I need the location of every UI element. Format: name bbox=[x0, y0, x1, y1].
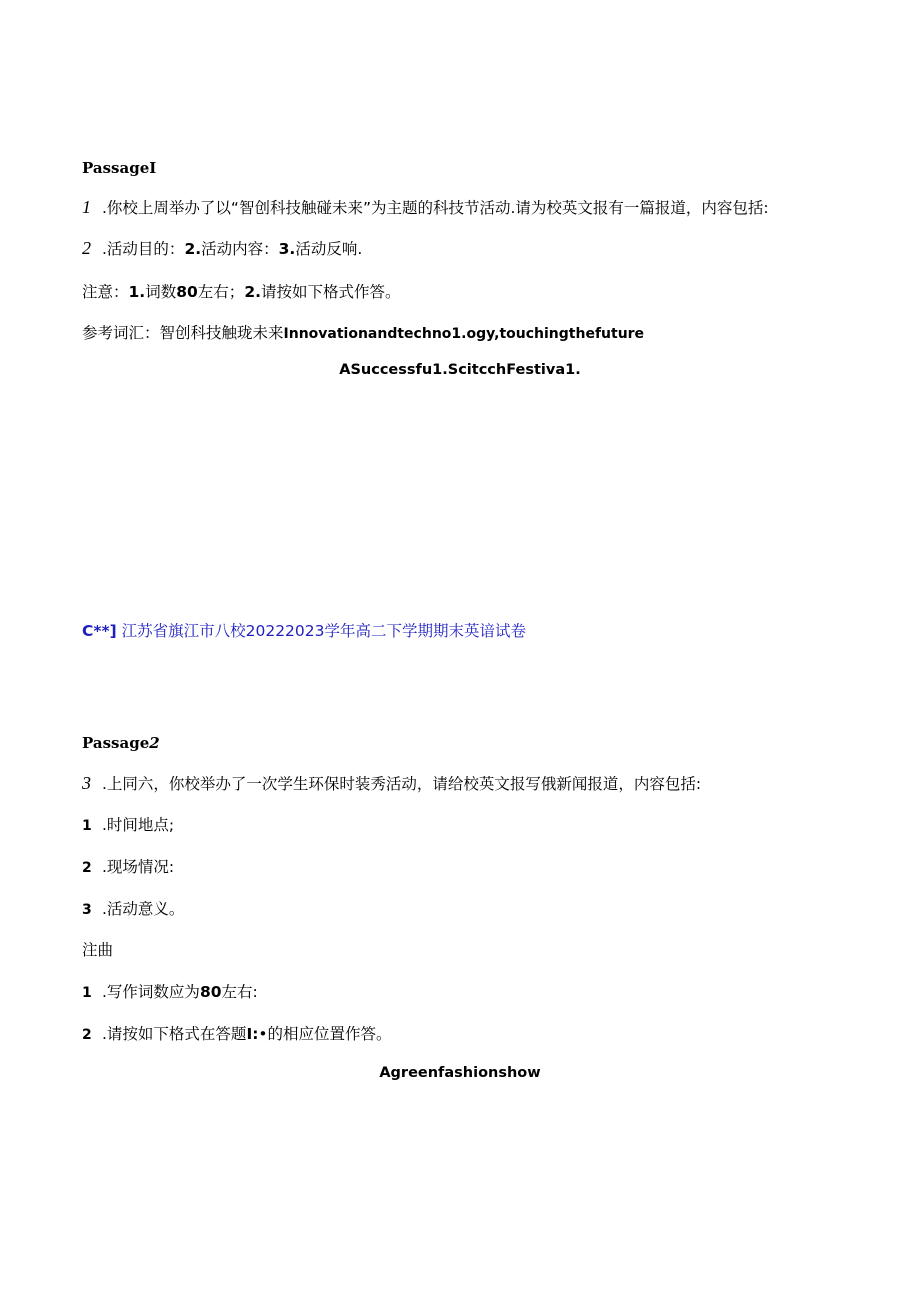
note-number: 1. bbox=[128, 283, 146, 301]
note-text: 词数 bbox=[145, 283, 177, 301]
passage2-heading bbox=[82, 733, 160, 753]
heading-text: Passage bbox=[82, 734, 150, 752]
list-text: •的相应位置作答。 bbox=[258, 1025, 392, 1043]
list-text: .请按如下格式在答题 bbox=[102, 1025, 247, 1043]
passage2-note-label: 注曲 bbox=[82, 941, 114, 959]
item-text: .你校上周举办了以“智创科技触碰未来”为主题的科技节活动.请为校英文报有一篇报道，内容包括: bbox=[102, 199, 769, 217]
vocab-english: Innovationandtechno1.ogy,touchingthefuture bbox=[283, 326, 645, 342]
source-prefix: C**] bbox=[82, 622, 117, 640]
list-text: .现场情况: bbox=[102, 858, 175, 876]
list-number: 1 bbox=[82, 818, 92, 834]
note-text: 左右； bbox=[197, 283, 245, 301]
note-word-count: 80 bbox=[176, 283, 198, 301]
source-line bbox=[82, 621, 526, 641]
passage2-item3 bbox=[82, 773, 701, 794]
list-number: 1 bbox=[82, 985, 92, 1001]
passage1-item2 bbox=[82, 238, 362, 259]
passage1-heading: PassageI bbox=[82, 159, 157, 177]
list-text: .时间地点; bbox=[102, 816, 175, 834]
list-text: 左右: bbox=[221, 983, 258, 1001]
passage1-item1 bbox=[82, 197, 769, 218]
requirement-item bbox=[82, 1024, 392, 1045]
note-label: 注意： bbox=[82, 283, 129, 301]
note-number: 2. bbox=[244, 283, 261, 301]
list-number: 2 bbox=[82, 1027, 92, 1043]
heading-number: 2 bbox=[149, 734, 160, 752]
item-sub-number: 2. bbox=[184, 240, 202, 258]
item-number: 3 bbox=[82, 773, 91, 793]
item-text: 活动内容： bbox=[201, 240, 279, 258]
item-text: .上同六，你校举办了一次学生环保时装秀活动，请给校英文报写俄新闻报道，内容包括: bbox=[102, 775, 702, 793]
list-item bbox=[82, 815, 174, 836]
item-text: 活动反响. bbox=[295, 240, 363, 258]
passage2-title: Agreenfashionshow bbox=[379, 1065, 541, 1081]
passage1-vocab bbox=[82, 323, 644, 344]
list-text-bold: I: bbox=[246, 1025, 259, 1043]
list-number: 3 bbox=[82, 902, 92, 918]
list-item bbox=[82, 857, 174, 878]
note-text: 请按如下格式作答。 bbox=[261, 283, 401, 301]
item-sub-number: 3. bbox=[278, 240, 296, 258]
word-count: 80 bbox=[199, 983, 222, 1001]
list-item bbox=[82, 899, 184, 920]
list-text: .写作词数应为 bbox=[102, 983, 200, 1001]
vocab-label: 参考词汇：智创科技触珑未来 bbox=[82, 324, 284, 342]
passage1-title: ASuccessfu1.ScitcchFestiva1. bbox=[339, 362, 581, 378]
item-text: .活动目的： bbox=[102, 240, 185, 258]
item-number: 2 bbox=[82, 238, 91, 258]
list-number: 2 bbox=[82, 860, 92, 876]
item-number: 1 bbox=[82, 197, 91, 217]
source-text: 江苏省旗江市八校20222023学年高二下学期期末英谙试卷 bbox=[121, 622, 527, 640]
requirement-item bbox=[82, 982, 258, 1003]
passage1-note bbox=[82, 282, 401, 302]
list-text: .活动意义。 bbox=[102, 900, 185, 918]
